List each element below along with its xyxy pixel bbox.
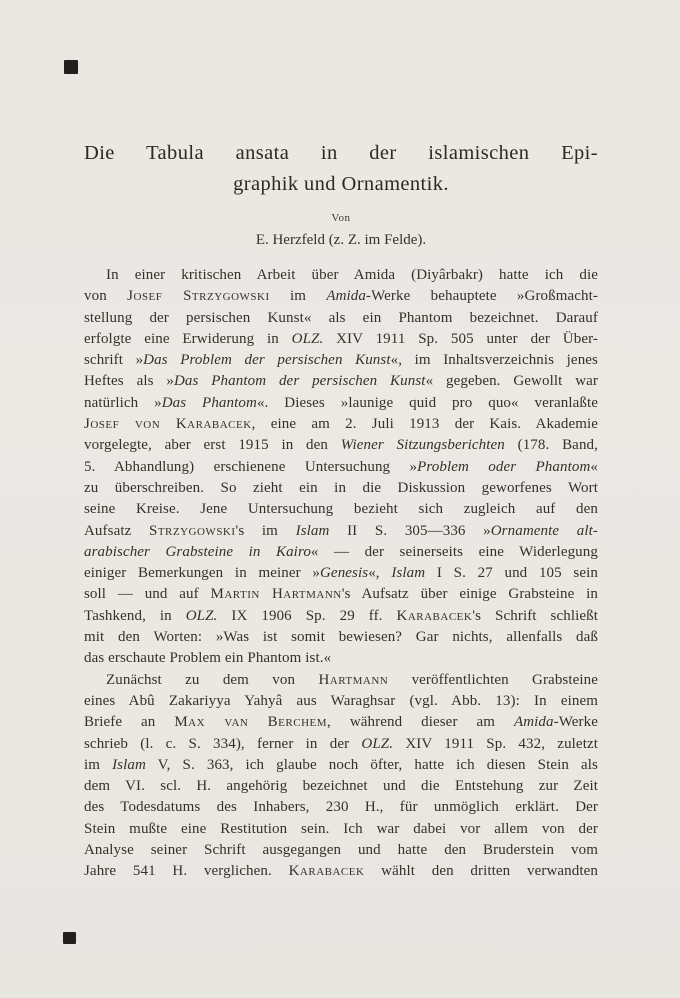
smallcaps-name: Karabacek [288, 863, 365, 880]
text-run: « gegeben. Gewollt war [425, 373, 598, 390]
text-run: soll — und auf [84, 586, 211, 603]
text-run: Stein mußte eine Restitution sein. Ich war dabei vor allem von der [84, 820, 598, 837]
text-line [84, 499, 598, 520]
smallcaps-name: Strzygowski [148, 522, 236, 539]
text-run: «. Dieses »launige quid pro quo« veranlaßte [256, 394, 598, 411]
text-run: II S. 305—336 » [329, 522, 491, 539]
text-line [84, 755, 598, 776]
text-line [84, 670, 598, 691]
text-run: -Werke behauptete »Großmacht- [365, 288, 599, 305]
smallcaps-name: Karabacek [396, 607, 473, 624]
text-run: I S. 27 und 105 sein [425, 565, 598, 582]
text-line [84, 627, 598, 648]
text-line [84, 606, 598, 627]
byline: Von [331, 212, 351, 224]
text-run: erfolgte eine Erwiderung in [84, 330, 292, 347]
text-run: Zunächst zu dem von [106, 671, 319, 688]
text-run: zu überschreiben. So zieht ein in die Diskussion geworfenes Wort [84, 479, 598, 496]
text-run: im [84, 756, 113, 773]
italic-title-text: Ornamente alt- [490, 522, 598, 539]
text-line [84, 734, 598, 755]
text-run: (178. Band, [504, 437, 598, 454]
text-run: mit den Worten: »Was ist somit bewiesen? Gar nichts, allenfalls daß [84, 629, 598, 646]
italic-title-text: Amida [513, 714, 554, 731]
text-line [84, 265, 598, 286]
scan-artifact-top [64, 60, 78, 74]
text-line [84, 393, 598, 414]
text-line [84, 286, 598, 307]
text-line [84, 712, 598, 733]
text-run: 5. Abhandlung) erschienene Untersuchung » [84, 458, 418, 475]
smallcaps-name: Max van Berchem [174, 714, 328, 731]
text-run: XIV 1911 Sp. 505 unter der Über- [323, 330, 598, 347]
text-run: «, [368, 565, 392, 582]
text-run: im [269, 288, 327, 305]
smallcaps-name: Hartmann [318, 671, 389, 688]
italic-title-text: Islam [295, 522, 330, 539]
text-run: Jahre 541 H. verglichen. [84, 863, 289, 880]
text-run: 's Schrift schließt [472, 607, 598, 624]
text-line [84, 861, 598, 882]
italic-title-text: Islam [112, 756, 146, 773]
text-line [84, 435, 598, 456]
text-line [84, 776, 598, 797]
italic-title-text: OLZ. [185, 607, 218, 624]
author-line: E. Herzfeld (z. Z. im Felde). [255, 232, 427, 248]
text-line [84, 521, 598, 542]
italic-title-text: Islam [391, 565, 426, 582]
text-line [84, 840, 598, 861]
text-run: wählt den dritten verwandten [364, 863, 598, 880]
italic-title-text: OLZ. [361, 735, 394, 752]
text-run: « — der seinerseits eine Widerlegung [310, 543, 598, 560]
italic-title-text: Das Phantom [161, 394, 257, 411]
text-run: Aufsatz [84, 522, 149, 539]
italic-title-text: Genesis [320, 565, 369, 582]
text-run: In einer kritischen Arbeit über Amida (Diyârbakr) hatte ich die [106, 267, 598, 283]
page-title-line-2: graphik und Ornamentik. [233, 173, 449, 195]
italic-title-text: Wiener Sitzungsberichten [340, 437, 505, 454]
italic-title-text: Das Phantom der persischen Kunst [173, 373, 426, 390]
italic-title-text: OLZ. [291, 330, 324, 347]
text-run: -Werke [553, 714, 599, 731]
text-run: XIV 1911 Sp. 432, zuletzt [393, 735, 598, 752]
text-run: schrieb (l. c. S. 334), ferner in der [84, 735, 362, 752]
italic-title-text: Das Problem der persischen Kunst [143, 352, 391, 369]
text-line [84, 478, 598, 499]
text-run: schrift » [84, 352, 144, 369]
text-line [84, 457, 598, 478]
smallcaps-name: Josef von Karabacek [84, 416, 252, 433]
text-run: von [84, 288, 128, 305]
text-run: 's im [235, 522, 296, 539]
text-run: natürlich » [84, 394, 162, 411]
text-run: , eine am 2. Juli 1913 der Kais. Akademie [251, 416, 599, 433]
text-run: 's Aufsatz über einige Grabsteine in [341, 586, 599, 603]
scan-artifact-bottom [63, 932, 76, 944]
italic-title-text: Problem oder Phantom [417, 458, 591, 475]
text-line [84, 797, 598, 818]
smallcaps-name: Josef Strzygowski [127, 288, 270, 305]
text-line [84, 563, 598, 584]
text-run: V, S. 363, ich glaube noch öfter, hatte ich diesen Stein als [145, 756, 598, 773]
page-title-line-1: Die Tabula ansata in der islamischen Epi- [84, 142, 598, 164]
text-run: veröffentlichten Grabsteine [388, 671, 599, 688]
text-line [84, 648, 598, 669]
text-run: Tashkend, in [84, 607, 186, 624]
italic-title-text: Amida [326, 288, 366, 305]
text-run: das erschaute Problem ein Phantom ist.« [84, 650, 332, 667]
text-line [84, 584, 598, 605]
text-run: einiger Bemerkungen in meiner » [84, 565, 320, 582]
text-line [84, 308, 598, 329]
text-run: vorgelegte, aber erst 1915 in den [84, 437, 341, 454]
text-run: « [590, 458, 598, 475]
text-run: Briefe an [84, 714, 175, 731]
page-title [84, 138, 598, 200]
text-run: eines Abû Zakariyya Yahyâ aus Waraghsar (vgl. Abb. 13): In einem [84, 692, 598, 709]
text-run: dem VI. scl. H. angehörig bezeichnet und die Entstehung zur Zeit [84, 778, 598, 795]
smallcaps-name: Martin Hartmann [210, 586, 342, 603]
text-line [84, 350, 598, 371]
text-line [84, 542, 598, 563]
text-run: stellung der persischen Kunst« als ein Phantom bezeichnet. Darauf [84, 309, 598, 326]
text-line [84, 691, 598, 712]
text-run: des Todesdatums des Inhabers, 230 H., für unmöglich erklärt. Der [84, 799, 598, 816]
text-line [84, 414, 598, 435]
text-run: IX 1906 Sp. 29 ff. [217, 607, 397, 624]
text-line [84, 819, 598, 840]
text-run: «, im Inhaltsverzeichnis jenes [390, 352, 598, 369]
text-run: Heftes als » [84, 373, 174, 390]
text-run: Analyse seiner Schrift ausgegangen und hatte den Bruderstein vom [84, 842, 598, 859]
page-content [84, 138, 598, 883]
italic-title-text: arabischer Grabsteine in Kairo [84, 543, 311, 560]
text-line [84, 329, 598, 350]
text-run: , während dieser am [327, 714, 514, 731]
text-run: seine Kreise. Jene Untersuchung bezieht sich zugleich auf den [84, 501, 598, 518]
body-text [84, 265, 598, 883]
text-line [84, 371, 598, 392]
